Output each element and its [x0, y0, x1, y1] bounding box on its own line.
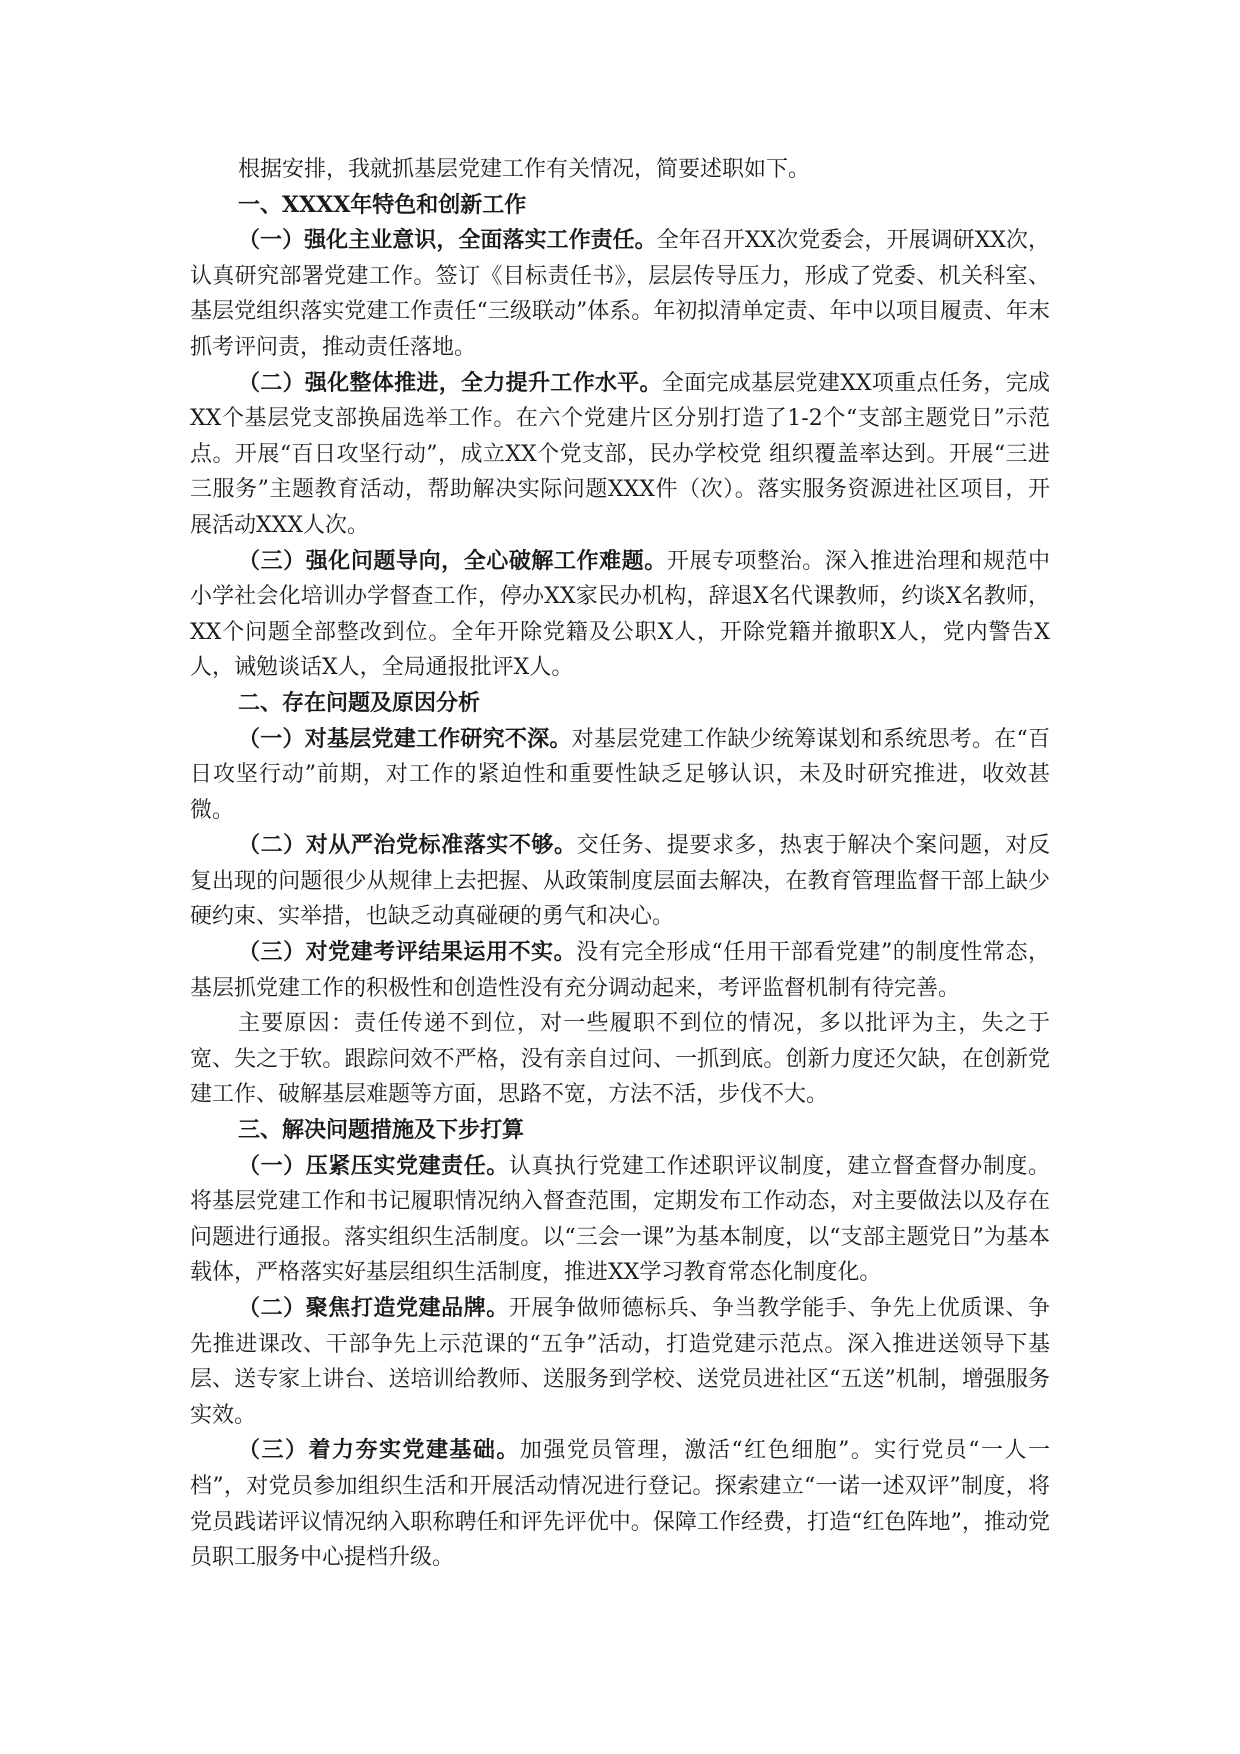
- item-body: 对基层党建工作缺少统筹谋划和系统思考。在“百日攻坚行动”前期，对工作的紧迫性和重要性缺乏足够认识，未及时研究推进，收效甚微。: [190, 726, 1050, 823]
- item-body: 开展争做师德标兵、争当教学能手、争先上优质课、争先推进课改、干部争先上示范课的“五争”活动，打造党建示范点。深入推进送领导下基层、送专家上讲台、送培训给教师、送服务到学校、送党员进社区“五送”机制，增强服务实效。: [190, 1296, 1050, 1428]
- section-3-item-2: [190, 1291, 1050, 1433]
- section-2-item-1: [190, 722, 1050, 829]
- section-2-item-3: [190, 935, 1050, 1006]
- document-page: [190, 152, 1050, 1576]
- item-lead: （一）对基层党建工作研究不深。: [238, 725, 572, 752]
- item-lead: （三）对党建考评结果运用不实。: [238, 939, 577, 966]
- section-1-item-1: [190, 223, 1050, 365]
- section-1-title: 一、XXXX年特色和创新工作: [238, 191, 527, 218]
- section-2-summary: 主要原因：责任传递不到位，对一些履职不到位的情况，多以批评为主，失之于宽、失之于软。跟踪问效不严格，没有亲自过问、一抓到底。创新力度还欠缺，在创新党建工作、破解基层难题等方面，思路不宽，方法不活，步伐不大。: [190, 1011, 1050, 1108]
- item-body: 全面完成基层党建XX项重点任务，完成XX个基层党支部换届选举工作。在六个党建片区分别打造了1-2个“支部主题党日”示范点。开展“百日攻坚行动”，成立XX个党支部，民办学校党 组织覆盖率达到。开展“三进三服务”主题教育活动，帮助解决实际问题XXX件（次）。落实服务资源进社区项目，开展活动XXX人次。: [190, 370, 1050, 538]
- intro-paragraph: 根据安排，我就抓基层党建工作有关情况，简要述职如下。: [238, 157, 811, 182]
- item-body: 加强党员管理，激活“红色细胞”。实行党员“一人一档”，对党员参加组织生活和开展活动情况进行登记。探索建立“一诺一述双评”制度，将党员践诺评议情况纳入职称聘任和评先评优中。保障工作经费，打造“红色阵地”，推动党员职工服务中心提档升级。: [190, 1438, 1050, 1571]
- section-3-title: 三、解决问题措施及下步打算: [238, 1117, 525, 1144]
- item-lead: （一）压紧压实党建责任。: [238, 1152, 509, 1179]
- item-body: 开展专项整治。深入推进治理和规范中小学社会化培训办学督查工作，停办XX家民办机构，辞退X名代课教师，约谈X名教师，XX个问题全部整改到位。全年开除党籍及公职X人，开除党籍并撤职X人，党内警告X人，诫勉谈话X人，全局通报批评X人。: [190, 548, 1050, 681]
- section-3-item-3: [190, 1433, 1050, 1575]
- item-lead: （二）强化整体推进，全力提升工作水平。: [238, 369, 662, 396]
- item-body: 认真执行党建工作述职评议制度，建立督查督办制度。将基层党建工作和书记履职情况纳入督查范围，定期发布工作动态，对主要做法以及存在问题进行通报。落实组织生活制度。以“三会一课”为基本制度，以“支部主题党日”为基本载体，严格落实好基层组织生活制度，推进XX学习教育常态化制度化。: [190, 1153, 1050, 1286]
- item-lead: （一）强化主业意识，全面落实工作责任。: [238, 227, 657, 254]
- section-3-item-1: [190, 1149, 1050, 1291]
- item-lead: （三）着力夯实党建基础。: [238, 1437, 520, 1464]
- section-2-item-2: [190, 828, 1050, 935]
- item-lead: （二）对从严治党标准落实不够。: [238, 832, 577, 859]
- item-lead: （二）聚焦打造党建品牌。: [238, 1295, 509, 1321]
- item-lead: （三）强化问题导向，全心破解工作难题。: [238, 547, 667, 574]
- item-body: 全年召开XX次党委会，开展调研XX次，认真研究部署党建工作。签订《目标责任书》，层层传导压力，形成了党委、机关科室、基层党组织落实党建工作责任“三级联动”体系。年初拟清单定责、年中以项目履责、年末抓考评问责，推动责任落地。: [190, 228, 1050, 360]
- section-2-title: 二、存在问题及原因分析: [238, 689, 481, 716]
- section-1-item-2: [190, 366, 1050, 544]
- item-body: 没有完全形成“任用干部看党建”的制度性常态，基层抓党建工作的积极性和创造性没有充分调动起来，考评监督机制有待完善。: [190, 940, 1050, 1001]
- item-body: 交任务、提要求多，热衷于解决个案问题，对反复出现的问题很少从规律上去把握、从政策制度层面去解决，在教育管理监督干部上缺少硬约束、实举措，也缺乏动真碰硬的勇气和决心。: [190, 833, 1050, 930]
- section-1-item-3: [190, 544, 1050, 686]
